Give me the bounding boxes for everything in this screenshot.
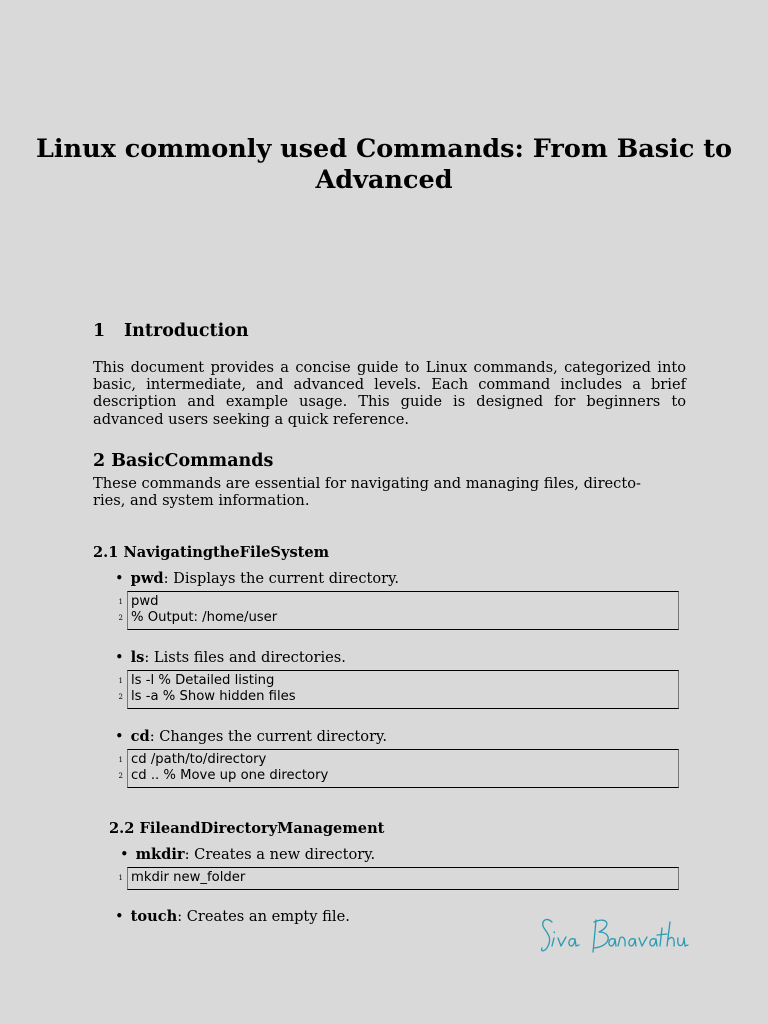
section-heading-basic-commands: 2 BasicCommands — [93, 451, 274, 471]
signature-image — [538, 908, 698, 964]
bullet-item-pwd — [115, 570, 399, 587]
section-heading-introduction — [93, 321, 249, 341]
document-title: Linux commonly used Commands: From Basic to Advanced — [35, 134, 733, 195]
command-description: : Creates a new directory. — [184, 846, 376, 863]
line-number: 2 — [118, 772, 123, 780]
line-number: 1 — [118, 677, 123, 685]
section-title: Introduction — [124, 321, 249, 341]
code-text: ls -l % Detailed listing — [131, 673, 275, 688]
paragraph-line: ries, and system information. — [93, 492, 310, 510]
command-name: cd — [130, 728, 150, 745]
paragraph-line: These commands are essential for navigating and managing files, directo- — [93, 475, 641, 492]
code-text: ls -a % Show hidden files — [131, 689, 296, 704]
command-name: mkdir — [135, 846, 185, 863]
code-line — [118, 689, 678, 705]
command-description: : Displays the current directory. — [163, 570, 400, 587]
code-line — [118, 610, 678, 626]
command-name: pwd — [130, 570, 164, 587]
bullet-item-touch — [115, 908, 350, 925]
code-line — [118, 673, 678, 689]
bullet-marker: • — [115, 728, 124, 745]
code-text: cd /path/to/directory — [131, 752, 267, 767]
line-number: 1 — [118, 756, 123, 764]
line-number: 2 — [118, 693, 123, 701]
code-block-cd — [118, 749, 679, 788]
introduction-paragraph: This document provides a concise guide to Linux commands, categorized into basic, intermediate, and advanced levels. Each command includes a brief description and example usage. This guide is designed for beginners to advanced users seeking a quick reference. — [93, 359, 686, 428]
code-block-ls — [118, 670, 679, 709]
command-name: touch — [130, 908, 178, 925]
bullet-item-mkdir — [120, 846, 375, 863]
code-line — [118, 870, 678, 886]
code-block-pwd — [118, 591, 679, 630]
line-number: 2 — [118, 614, 123, 622]
code-text: % Output: /home/user — [131, 610, 278, 625]
bullet-marker: • — [115, 908, 124, 925]
code-text: mkdir new_folder — [131, 870, 246, 885]
bullet-marker: • — [115, 649, 124, 666]
code-line — [118, 594, 678, 610]
basic-commands-paragraph — [93, 475, 686, 509]
line-number: 1 — [118, 598, 123, 606]
bullet-item-ls — [115, 649, 346, 666]
code-text: cd .. % Move up one directory — [131, 768, 329, 783]
bullet-marker: • — [120, 846, 129, 863]
bullet-item-cd — [115, 728, 387, 745]
section-number: 1 — [93, 321, 106, 341]
subsection-heading-navigating: 2.1 NavigatingtheFileSystem — [93, 544, 330, 561]
code-line — [118, 768, 678, 784]
command-description: : Changes the current directory. — [149, 728, 388, 745]
line-number: 1 — [118, 874, 123, 882]
code-block-mkdir — [118, 867, 679, 890]
bullet-marker: • — [115, 570, 124, 587]
code-line — [118, 752, 678, 768]
command-description: : Lists files and directories. — [144, 649, 346, 666]
code-text: pwd — [131, 594, 159, 609]
subsection-heading-file-management: 2.2 FileandDirectoryManagement — [109, 820, 385, 837]
command-name: ls — [130, 649, 145, 666]
command-description: : Creates an empty file. — [177, 908, 350, 925]
